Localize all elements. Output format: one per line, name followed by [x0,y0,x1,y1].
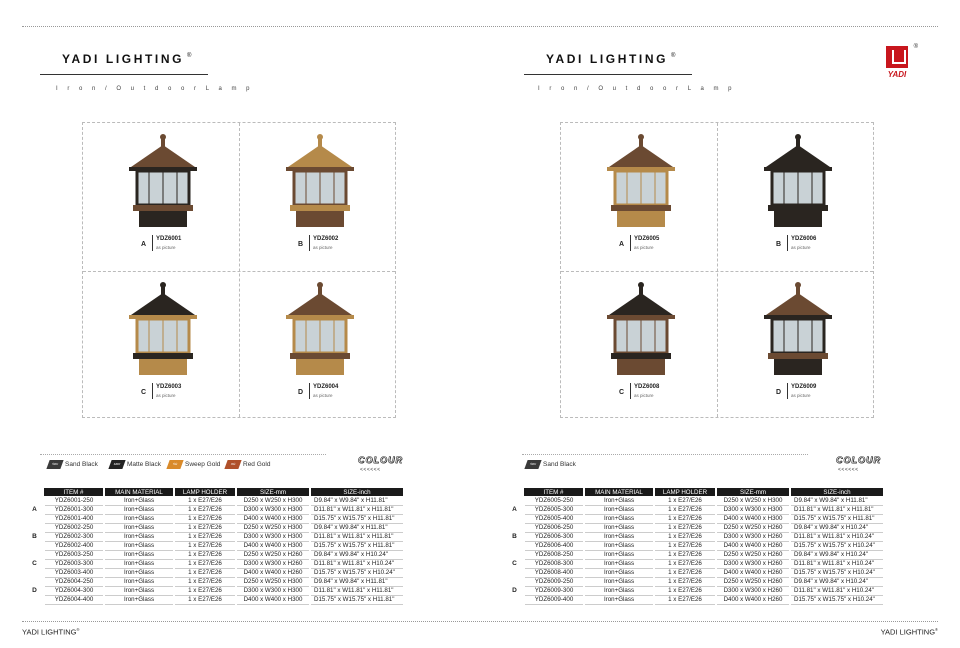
product-model: YDZ6002 [313,236,339,242]
table-cell: D11.81" x W11.81" x H10.24" [790,586,884,595]
table-cell: Iron+Glass [584,577,654,586]
table-cell: 1 x E27/E26 [174,550,236,559]
table-row [506,550,884,559]
column-header: MAIN MATERIAL [104,488,174,496]
table-cell: D15.75" x W15.75" x H10.24" [790,595,884,604]
table-cell: D9.84" x W9.84" x H11.81" [310,577,404,586]
product-model: YDZ6003 [156,384,182,390]
table-row [506,532,884,541]
product-note: as picture [156,393,176,398]
table-row [506,586,884,595]
table-cell: YDZ6001-400 [44,514,104,523]
table-row [26,532,404,541]
product-note: as picture [634,393,654,398]
table-cell: YDZ6002-300 [44,532,104,541]
table-cell: 1 x E27/E26 [654,496,716,505]
table-cell: D9.84" x W9.84" x H11.81" [790,496,884,505]
table-cell: Iron+Glass [584,586,654,595]
table-cell: YDZ6008-400 [524,568,584,577]
table-cell: Iron+Glass [104,532,174,541]
swatch-matte-black: MBK Matte Black [110,460,161,469]
lamp-photo [603,131,679,231]
product-model: YDZ6004 [313,384,339,390]
table-cell: 1 x E27/E26 [174,532,236,541]
table-cell: D300 x W300 x H300 [716,505,790,514]
product-letter: B [776,241,782,248]
table-cell: Iron+Glass [584,496,654,505]
lamp-photo [760,279,836,379]
table-cell: Iron+Glass [104,523,174,532]
table-row [506,577,884,586]
table-cell: D300 x W300 x H300 [236,532,310,541]
lamp-photo [282,279,358,379]
table-cell: YDZ6009-400 [524,595,584,604]
table-cell: D11.81" x W11.81" x H11.81" [310,586,404,595]
group-letter: B [26,532,44,541]
table-cell: 1 x E27/E26 [174,559,236,568]
table-cell: 1 x E27/E26 [174,523,236,532]
table-cell: 1 x E27/E26 [654,595,716,604]
table-cell: YDZ6004-250 [44,577,104,586]
table-cell: D15.75" x W15.75" x H11.81" [310,514,404,523]
table-cell: YDZ6006-250 [524,523,584,532]
table-cell: Iron+Glass [104,577,174,586]
table-cell: Iron+Glass [584,505,654,514]
table-cell: D15.75" x W15.75" x H10.24" [790,568,884,577]
table-cell: YDZ6005-250 [524,496,584,505]
table-cell: 1 x E27/E26 [654,550,716,559]
table-cell: YDZ6008-250 [524,550,584,559]
table-row [506,541,884,550]
table-cell: YDZ6003-250 [44,550,104,559]
table-cell: D250 x W250 x H260 [716,523,790,532]
table-cell: D9.84" x W9.84" x H10.24" [310,550,404,559]
table-cell: YDZ6009-300 [524,586,584,595]
table-cell: 1 x E27/E26 [654,532,716,541]
table-cell: Iron+Glass [104,550,174,559]
table-cell: D300 x W300 x H260 [236,559,310,568]
table-cell: Iron+Glass [104,595,174,604]
table-row [506,514,884,523]
lamp-photo [760,131,836,231]
product-letter: C [141,389,147,396]
product-model: YDZ6001 [156,236,182,242]
table-cell: Iron+Glass [584,514,654,523]
table-row [26,550,404,559]
table-cell: Iron+Glass [584,595,654,604]
table-cell: D250 x W250 x H300 [236,523,310,532]
table-row [506,595,884,604]
colour-arrows: <<<<<< [838,467,859,473]
table-cell: YDZ6001-300 [44,505,104,514]
table-cell: D15.75" x W15.75" x H11.81" [310,595,404,604]
table-cell: YDZ6004-400 [44,595,104,604]
table-row [506,505,884,514]
group-letter: B [506,532,524,541]
table-row [26,595,404,604]
table-cell: YDZ6008-300 [524,559,584,568]
product-cell[interactable] [83,271,240,419]
table-cell: 1 x E27/E26 [174,505,236,514]
table-cell: D9.84" x W9.84" x H10.24" [790,550,884,559]
catalog-subtitle: I r o n / O u t d o o r L a m p [56,86,254,92]
logo-mark-icon [886,46,908,68]
footer-brand: YADI LIGHTING® [880,627,938,637]
product-letter: A [619,241,625,248]
product-grid [82,122,396,418]
table-cell: D250 x W250 x H260 [716,550,790,559]
lamp-photo [125,279,201,379]
column-header: SIZE-mm [716,488,790,496]
table-cell: D400 x W400 x H300 [716,514,790,523]
table-cell: 1 x E27/E26 [174,496,236,505]
lamp-photo [282,131,358,231]
product-cell[interactable] [718,271,875,419]
product-note: as picture [313,393,333,398]
product-cell[interactable] [240,271,397,419]
swatch-sand-black: SBK Sand Black [526,460,576,469]
group-letter: C [26,559,44,568]
table-cell: Iron+Glass [584,559,654,568]
table-cell: D15.75" x W15.75" x H10.24" [790,541,884,550]
column-header: MAIN MATERIAL [584,488,654,496]
lamp-photo [125,131,201,231]
table-row [26,523,404,532]
brand-title: YADI LIGHTING ® [62,52,192,66]
product-cell[interactable] [83,123,240,271]
product-cell[interactable] [561,123,718,271]
table-cell: D300 x W300 x H260 [716,586,790,595]
table-cell: D400 x W400 x H300 [236,541,310,550]
table-cell: 1 x E27/E26 [654,523,716,532]
table-cell: 1 x E27/E26 [174,541,236,550]
yadi-logo: YADI ® [887,44,918,79]
table-cell: Iron+Glass [104,559,174,568]
column-header: SIZE-mm [236,488,310,496]
colour-heading: COLOUR [836,455,881,465]
group-letter: D [506,586,524,595]
table-cell: 1 x E27/E26 [654,568,716,577]
table-cell: Iron+Glass [584,550,654,559]
table-row [506,559,884,568]
table-cell: Iron+Glass [584,568,654,577]
product-cell[interactable] [240,123,397,271]
product-note: as picture [634,245,654,250]
column-header: SIZE-inch [310,488,404,496]
product-model: YDZ6009 [791,384,817,390]
table-cell: Iron+Glass [104,505,174,514]
table-cell: 1 x E27/E26 [654,559,716,568]
table-row [26,577,404,586]
table-cell: 1 x E27/E26 [654,577,716,586]
product-letter: A [141,241,147,248]
brand-title: YADI LIGHTING ® [546,52,676,66]
spec-table [506,488,885,605]
table-cell: D250 x W250 x H300 [236,577,310,586]
table-cell: 1 x E27/E26 [654,541,716,550]
product-note: as picture [156,245,176,250]
brand-underline [40,74,208,75]
colour-heading: COLOUR [358,455,403,465]
table-cell: 1 x E27/E26 [654,514,716,523]
table-cell: D300 x W300 x H300 [236,505,310,514]
group-letter: C [506,559,524,568]
spec-table [26,488,405,605]
table-cell: D15.75" x W15.75" x H10.24" [310,568,404,577]
table-cell: Iron+Glass [104,568,174,577]
product-letter: D [776,389,782,396]
product-cell[interactable] [561,271,718,419]
table-cell: Iron+Glass [104,541,174,550]
table-cell: Iron+Glass [584,541,654,550]
column-header: LAMP HOLDER [654,488,716,496]
table-cell: D11.81" x W11.81" x H11.81" [790,505,884,514]
table-cell: 1 x E27/E26 [174,595,236,604]
group-letter: D [26,586,44,595]
product-grid [560,122,874,418]
right-catalog-page [480,0,960,648]
table-cell: YDZ6006-400 [524,541,584,550]
colour-arrows: <<<<<< [360,467,381,473]
product-model: YDZ6006 [791,236,817,242]
table-cell: YDZ6002-400 [44,541,104,550]
table-cell: Iron+Glass [104,514,174,523]
table-cell: D11.81" x W11.81" x H11.81" [310,505,404,514]
table-cell: Iron+Glass [104,586,174,595]
table-cell: Iron+Glass [104,496,174,505]
footer-brand: YADI LIGHTING® [22,627,80,637]
table-cell: D300 x W300 x H260 [716,559,790,568]
lamp-photo [603,279,679,379]
table-cell: D400 x W400 x H260 [716,541,790,550]
table-cell: D250 x W250 x H300 [236,496,310,505]
table-cell: YDZ6009-250 [524,577,584,586]
table-cell: D250 x W250 x H260 [716,577,790,586]
table-cell: YDZ6005-400 [524,514,584,523]
table-cell: D250 x W250 x H300 [716,496,790,505]
table-cell: D400 x W400 x H260 [716,595,790,604]
product-letter: C [619,389,625,396]
table-cell: YDZ6006-300 [524,532,584,541]
table-row [26,541,404,550]
table-cell: Iron+Glass [584,532,654,541]
table-cell: 1 x E27/E26 [654,586,716,595]
group-letter: A [26,505,44,514]
group-letter: A [506,505,524,514]
swatch-sand-black: SBK Sand Black [48,460,98,469]
table-cell: D11.81" x W11.81" x H10.24" [310,559,404,568]
product-model: YDZ6008 [634,384,660,390]
table-row [26,559,404,568]
product-letter: D [298,389,304,396]
column-header: LAMP HOLDER [174,488,236,496]
table-cell: 1 x E27/E26 [654,505,716,514]
table-cell: D400 x W400 x H260 [236,568,310,577]
product-model: YDZ6005 [634,236,660,242]
table-row [26,514,404,523]
table-cell: 1 x E27/E26 [174,577,236,586]
table-cell: YDZ6002-250 [44,523,104,532]
catalog-subtitle: I r o n / O u t d o o r L a m p [538,86,736,92]
table-cell: YDZ6003-400 [44,568,104,577]
table-cell: D15.75" x W15.75" x H11.81" [310,541,404,550]
table-cell: D15.75" x W15.75" x H11.81" [790,514,884,523]
table-row [26,568,404,577]
table-cell: YDZ6004-300 [44,586,104,595]
product-note: as picture [791,393,811,398]
table-cell: YDZ6001-250 [44,496,104,505]
table-cell: D11.81" x W11.81" x H10.24" [790,559,884,568]
table-cell: D250 x W250 x H260 [236,550,310,559]
table-row [26,586,404,595]
table-cell: 1 x E27/E26 [174,514,236,523]
product-note: as picture [313,245,333,250]
table-cell: Iron+Glass [584,523,654,532]
table-row [26,505,404,514]
table-cell: D9.84" x W9.84" x H10.24" [790,577,884,586]
table-row [506,568,884,577]
table-row [506,523,884,532]
table-cell: D300 x W300 x H260 [716,532,790,541]
table-cell: 1 x E27/E26 [174,586,236,595]
column-header: SIZE-inch [790,488,884,496]
table-cell: D400 x W400 x H260 [716,568,790,577]
table-cell: YDZ6005-300 [524,505,584,514]
table-cell: D11.81" x W11.81" x H10.24" [790,532,884,541]
column-header: ITEM # [44,488,104,496]
table-cell: YDZ6003-300 [44,559,104,568]
product-note: as picture [791,245,811,250]
column-header: ITEM # [524,488,584,496]
table-row [506,496,884,505]
table-cell: D11.81" x W11.81" x H11.81" [310,532,404,541]
table-cell: D400 x W400 x H300 [236,514,310,523]
swatch-sweep-gold: SG Sweep Gold [168,460,220,469]
table-cell: D300 x W300 x H300 [236,586,310,595]
brand-underline [524,74,692,75]
swatch-red-gold: RG Red Gold [226,460,270,469]
table-cell: D9.84" x W9.84" x H10.24" [790,523,884,532]
table-cell: 1 x E27/E26 [174,568,236,577]
table-row [26,496,404,505]
product-letter: B [298,241,304,248]
product-cell[interactable] [718,123,875,271]
table-cell: D9.84" x W9.84" x H11.81" [310,496,404,505]
table-cell: D9.84" x W9.84" x H11.81" [310,523,404,532]
table-cell: D400 x W400 x H300 [236,595,310,604]
